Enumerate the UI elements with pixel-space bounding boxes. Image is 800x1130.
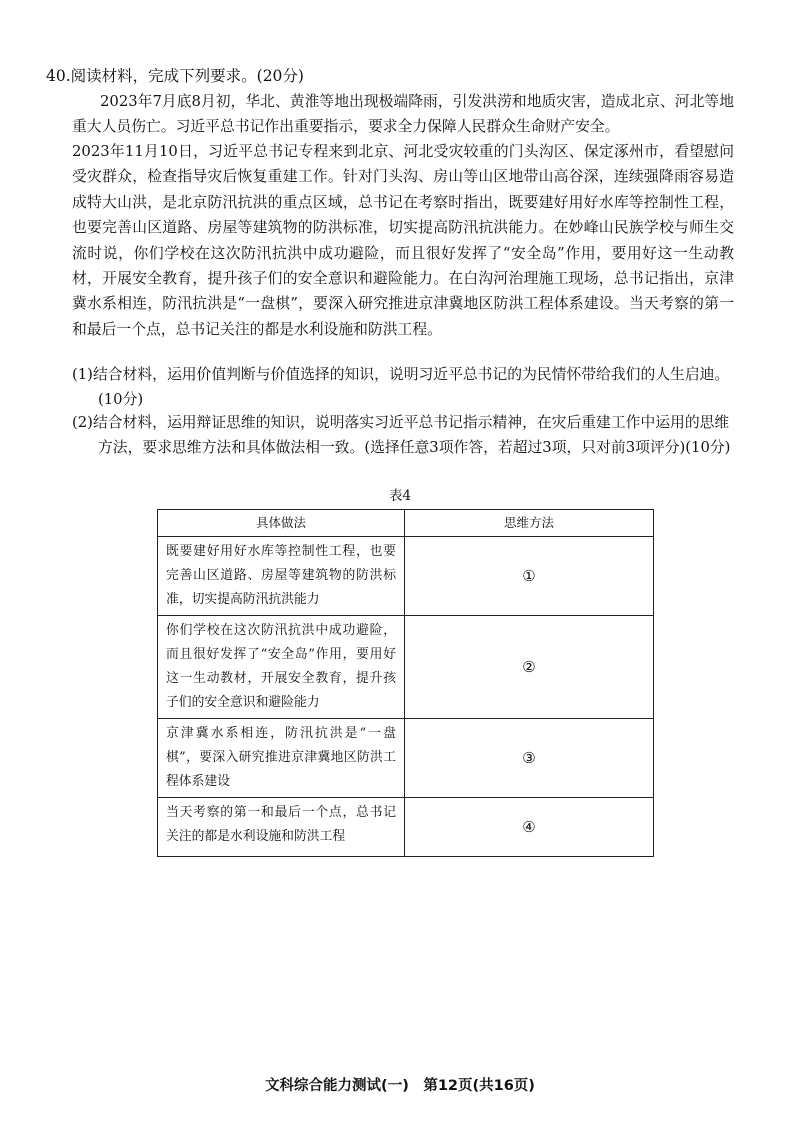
material-paragraph-2: 2023年11月10日，习近平总书记专程来到北京、河北受灾较重的门头沟区、保定涿州市，看望慰问受灾群众，检查指导灾后恢复重建工作。针对门头沟、房山等山区地带山高谷深，连续强降雨容易造成特大山洪，是北京防汛抗洪的重点区域，总书记在考察时指出，既要建好用好水库等控制性工程，也要完善山区道路、房屋等建筑物的防洪标准，切实提高防汛抗洪能力。在妙峰山民族学校与师生交流时说，你们学校在这次防汛抗洪中成功避险，而且很好发挥了“安全岛”作用，要用好这一生动教材，开展安全教育，提升孩子们的安全意识和避险能力。在白沟河治理施工现场，总书记指出，京津冀水系相连，防汛抗洪是“一盘棋”，要深入研究推进京津冀地区防洪工程体系建设。当天考察的第一和最后一个点，总书记关注的都是水利设施和防洪工程。: [72, 143, 734, 338]
table-caption: 表4: [388, 488, 412, 504]
header-practice: 具体做法: [158, 510, 405, 537]
table-header-row: [158, 510, 654, 537]
table-row: [158, 616, 654, 719]
question-header: 40.阅读材料，完成下列要求。(20分): [46, 67, 304, 85]
method-answer-cell: ③: [405, 719, 654, 798]
table-row: [158, 537, 654, 616]
sub-question-2-text: (2)结合材料，运用辩证思维的知识，说明落实习近平总书记指示精神，在灾后重建工作中运用的思维方法，要求思维方法和具体做法相一致。(选择任意3项作答，若超过3项，只对前3项评分)(10分): [72, 414, 731, 457]
practice-cell: 京津冀水系相连，防汛抗洪是“一盘棋”，要深入研究推进京津冀地区防洪工程体系建设: [158, 719, 405, 798]
material-paragraph-1: 2023年7月底8月初，华北、黄淮等地出现极端降雨，引发洪涝和地质灾害，造成北京、河北等地重大人员伤亡。习近平总书记作出重要指示，要求全力保障人民群众生命财产安全。: [72, 93, 734, 136]
practice-method-table: [157, 509, 654, 857]
header-method: 思维方法: [405, 510, 654, 537]
method-answer-cell: ④: [405, 798, 654, 857]
practice-cell: 既要建好用好水库等控制性工程，也要完善山区道路、房屋等建筑物的防洪标准，切实提高防汛抗洪能力: [158, 537, 405, 616]
table-row: [158, 719, 654, 798]
practice-cell: 当天考察的第一和最后一个点，总书记关注的都是水利设施和防洪工程: [158, 798, 405, 857]
practice-cell: 你们学校在这次防汛抗洪中成功避险，而且很好发挥了“安全岛”作用，要用好这一生动教材，开展安全教育，提升孩子们的安全意识和避险能力: [158, 616, 405, 719]
sub-question-1-text: (1)结合材料，运用价值判断与价值选择的知识，说明习近平总书记的为民情怀带给我们的人生启迪。(10分): [72, 366, 730, 409]
table-row: [158, 798, 654, 857]
method-answer-cell: ②: [405, 616, 654, 719]
page-footer: 文科综合能力测试(一) 第12页(共16页): [265, 1078, 535, 1094]
method-answer-cell: ①: [405, 537, 654, 616]
sub-question-2: [72, 410, 737, 461]
sub-question-1: [72, 362, 737, 413]
